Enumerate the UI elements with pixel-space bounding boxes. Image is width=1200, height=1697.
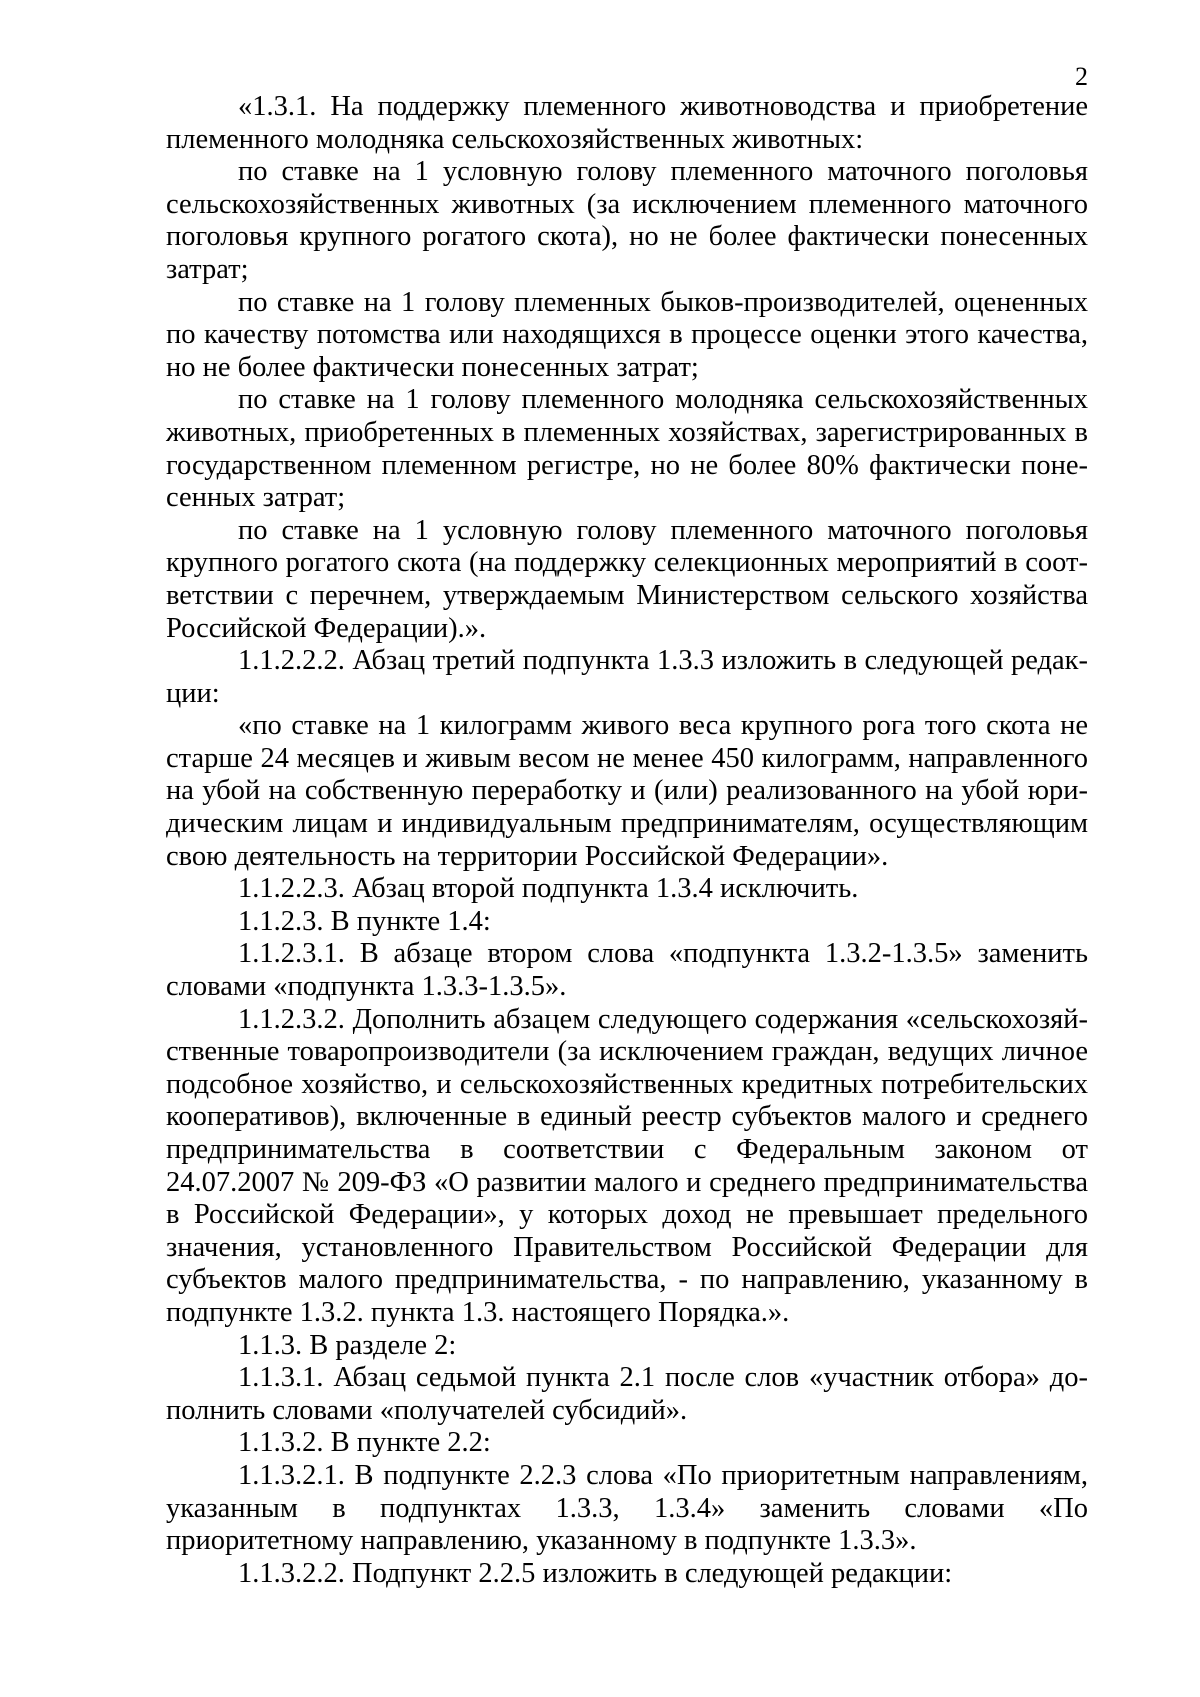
paragraph-1-1-2-3-2: 1.1.2.3.2. Дополнить абзацем следующего содержания «сельскохозяйственные товаропроизводители (за исключением граждан, ведущих личное подсобное хозяйство, и сельскохозяйственных кредитных потребительских кооперативов), включенные в единый реестр субъектов малого и среднего предпринимательства в соответствии с Федеральным законом от 24.07.2007 № 209-ФЗ «О развитии малого и среднего предпринимательства в Российской Федерации», у которых доход не превышает предельного значения, установленного Правительством Российской Федерации для субъектов малого предпринимательства, - по направлению, указанному в подпункте 1.3.2. пункта 1.3. настоящего Порядка.».	[166, 1003, 1088, 1328]
paragraph-1-1-2-2-3: 1.1.2.2.3. Абзац второй подпункта 1.3.4 исключить.	[238, 873, 859, 905]
paragraph-rate-uterine-livestock: по ставке на 1 условную голову племенного маточного поголовья сельскохозяйственных животных (за исключением племенного маточного поголовья крупного рогатого скота), но не более фактически понесенных затрат;	[166, 156, 1088, 285]
paragraph-1-3-1-heading: «1.3.1. На поддержку племенного животноводства и приобретение племенного молодняка сельскохозяйственных животных:	[166, 91, 1088, 155]
paragraph-rate-young-stock: по ставке на 1 голову племенного молодняка сельскохозяйственных животных, приобретенных в племенных хозяйствах, зарегистрированных в государственном племенном регистре, но не более 80% фактически понесенных затрат;	[166, 384, 1088, 514]
paragraph-1-1-3: 1.1.3. В разделе 2:	[238, 1329, 457, 1361]
paragraph-1-1-2-2-2: 1.1.2.2.2. Абзац третий подпункта 1.3.3 изложить в следующей редакции:	[166, 645, 1088, 709]
paragraph-1-1-2-3-1: 1.1.2.3.1. В абзаце втором слова «подпункта 1.3.2-1.3.5» заменить словами «подпункта 1.3.3-1.3.5».	[166, 938, 1088, 1003]
paragraph-1-1-3-2: 1.1.3.2. В пункте 2.2:	[238, 1427, 491, 1459]
paragraph-rate-breeding-bulls: по ставке на 1 голову племенных быков-производителей, оцененных по качеству потомства или находящихся в процессе оценки этого качества, но не более фактически понесенных затрат;	[166, 286, 1088, 383]
paragraph-rate-cattle-selection: по ставке на 1 условную голову племенного маточного поголовья крупного рогатого скота (на поддержку селекционных мероприятий в соответствии с перечнем, утверждаемым Министерством сельского хозяйства Российской Федерации).».	[166, 514, 1088, 644]
paragraph-1-1-3-2-1: 1.1.3.2.1. В подпункте 2.2.3 слова «По приоритетным направлениям, указанным в подпунктах 1.3.3, 1.3.4» заменить словами «По приоритетному направлению, указанному в подпункте 1.3.3».	[166, 1459, 1088, 1557]
paragraph-1-1-3-2-2: 1.1.3.2.2. Подпункт 2.2.5 изложить в следующей редакции:	[238, 1557, 953, 1589]
paragraph-1-1-2-3: 1.1.2.3. В пункте 1.4:	[238, 905, 491, 937]
paragraph-rate-live-weight: «по ставке на 1 килограмм живого веса крупного рога того скота не старше 24 месяцев и живым весом не менее 450 килограмм, направленного на убой на собственную переработку и (или) реализованного на убой юридическим лицам и индивидуальным предпринимателям, осуществляющим свою деятельность на территории Российской Федерации».	[166, 710, 1088, 872]
paragraph-1-1-3-1: 1.1.3.1. Абзац седьмой пункта 2.1 после слов «участник отбора» дополнить словами «получателей субсидий».	[166, 1362, 1088, 1426]
page-number: 2	[1075, 62, 1088, 91]
document-body	[166, 91, 1088, 1590]
